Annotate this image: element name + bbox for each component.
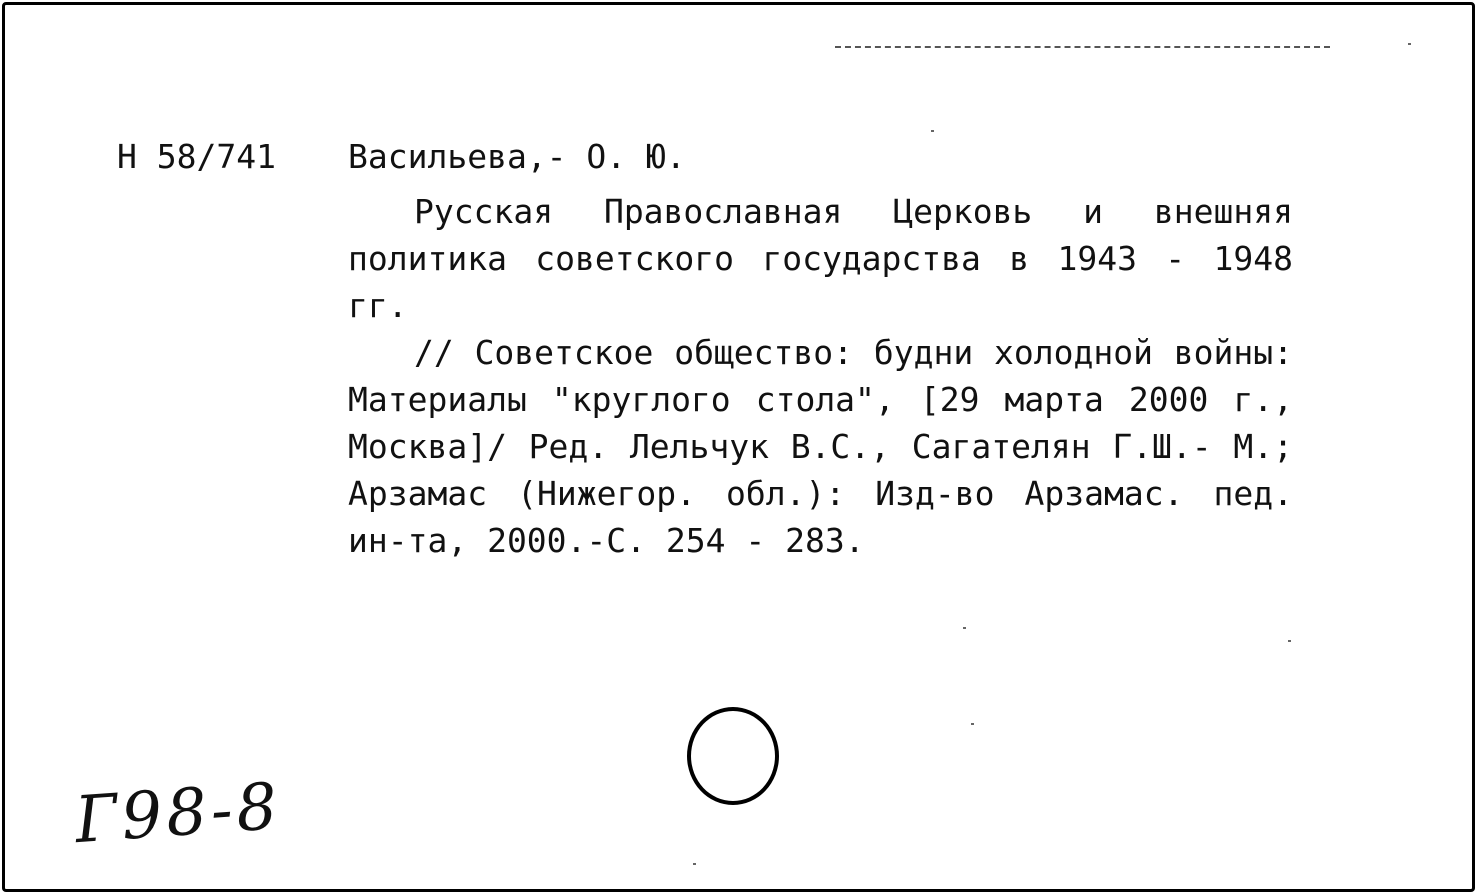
handwritten-code: Г98-8	[72, 769, 284, 859]
top-dashed-line	[835, 46, 1330, 48]
scan-speck	[1288, 640, 1291, 642]
catalog-card	[2, 2, 1475, 892]
card-punch-hole	[687, 707, 779, 805]
scan-speck	[693, 863, 696, 865]
title-paragraph: Русская Православная Церковь и внешняя политика советского государства в 1943 - 1948 гг.	[348, 192, 1293, 325]
scan-speck	[963, 627, 966, 629]
author-heading: Васильева,- О. Ю.	[348, 137, 686, 176]
scan-speck	[1408, 43, 1411, 45]
scan-speck	[971, 723, 974, 725]
scan-speck	[931, 130, 934, 132]
source-paragraph: // Советское общество: будни холодной войны: Материалы "круглого стола", [29 марта 2000 г., Москва]/ Ред. Лельчук В.С., Сагателян Г.Ш.- М.; Арзамас (Нижегор. обл.): Изд-во Арзамас. пед. ин-та, 2000.-С. 254 - 283.	[348, 333, 1293, 560]
shelfmark: Н 58/741	[117, 137, 276, 176]
bibliographic-description	[348, 188, 1293, 564]
